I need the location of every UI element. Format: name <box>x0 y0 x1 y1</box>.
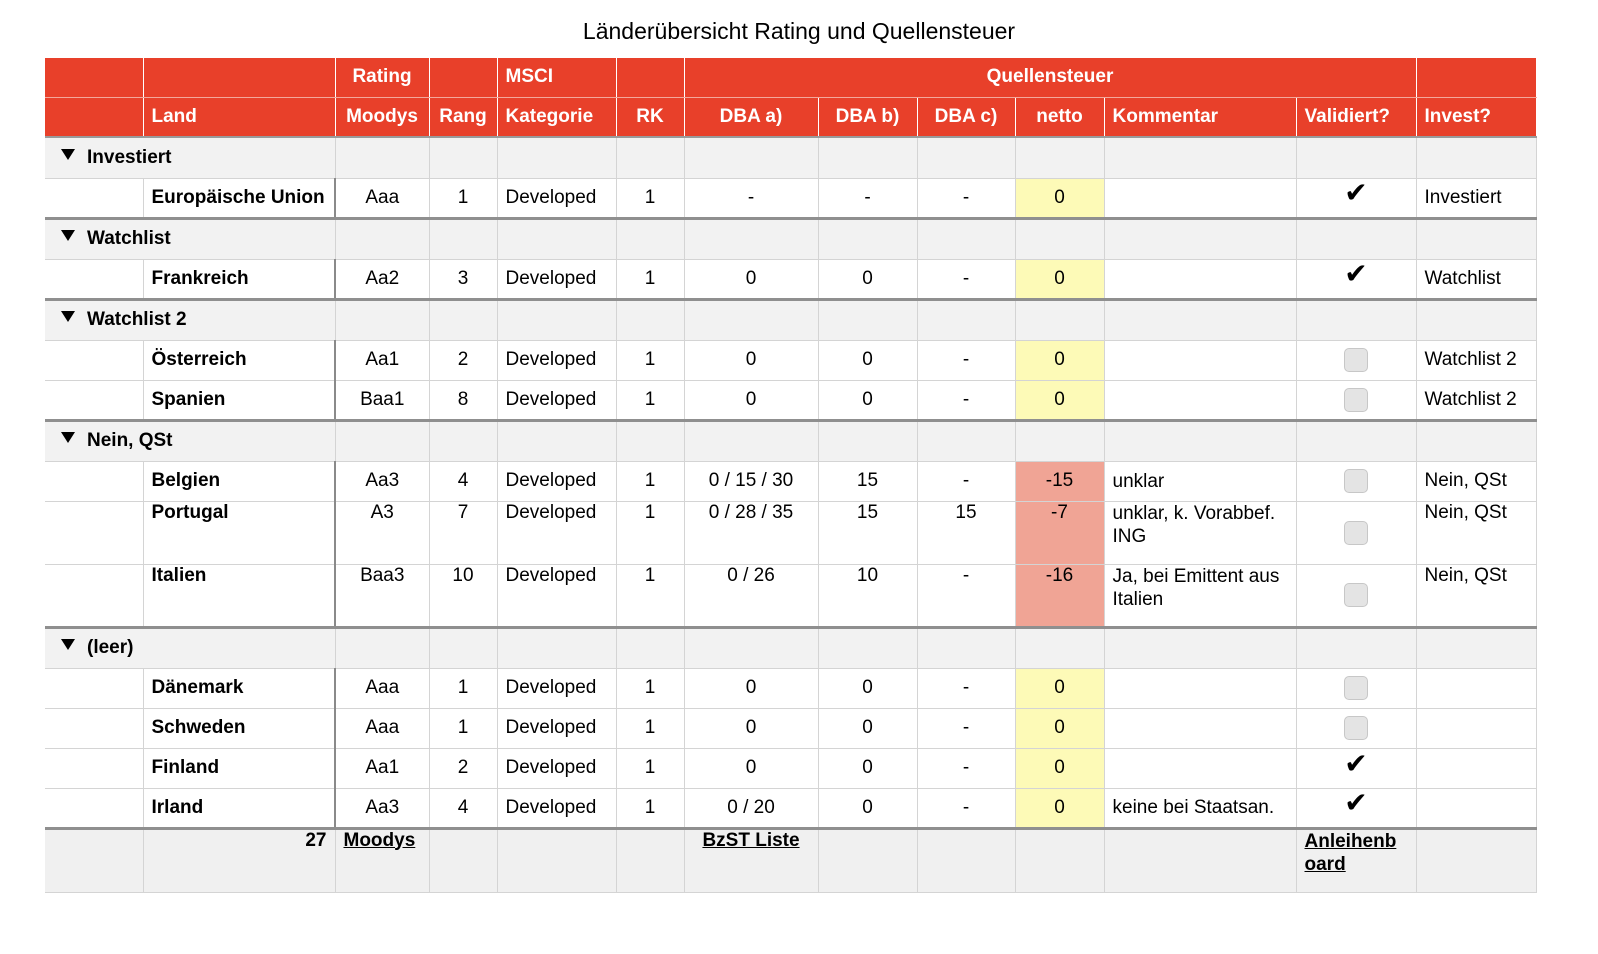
cell-kategorie[interactable]: Developed <box>497 380 616 420</box>
moodys-link[interactable]: Moodys <box>343 829 416 851</box>
cell-land[interactable]: Italien <box>143 564 335 627</box>
group-cell <box>684 627 818 668</box>
cell-rk[interactable]: 1 <box>616 501 684 564</box>
table-row <box>45 788 1536 828</box>
cell-moodys[interactable]: Aaa <box>335 668 429 708</box>
cell-moodys[interactable]: Aa3 <box>335 788 429 828</box>
header-dba-c: DBA c) <box>917 97 1015 137</box>
header-netto: netto <box>1015 97 1104 137</box>
cell-dba-a[interactable]: 0 <box>684 748 818 788</box>
group-cell <box>429 218 497 259</box>
cell-validiert <box>1296 708 1416 748</box>
group-cell <box>429 137 497 178</box>
empty-cell <box>45 748 143 788</box>
table-row <box>45 708 1536 748</box>
group-cell <box>616 627 684 668</box>
cell-validiert <box>1296 340 1416 380</box>
cell-netto[interactable]: 0 <box>1015 668 1104 708</box>
footer-cell <box>1015 828 1104 892</box>
table-row <box>45 564 1536 627</box>
cell-netto[interactable]: -7 <box>1015 501 1104 564</box>
cell-dba-a[interactable]: - <box>684 178 818 218</box>
footer-row <box>45 828 1536 892</box>
cell-validiert <box>1296 501 1416 564</box>
group-cell <box>818 420 917 461</box>
cell-moodys[interactable]: Baa1 <box>335 380 429 420</box>
cell-validiert <box>1296 178 1416 218</box>
cell-netto[interactable]: 0 <box>1015 259 1104 299</box>
cell-rk[interactable]: 1 <box>616 340 684 380</box>
group-cell <box>1015 299 1104 340</box>
empty-cell <box>45 178 143 218</box>
footer-cell <box>497 828 616 892</box>
cell-moodys[interactable]: Aaa <box>335 708 429 748</box>
cell-moodys[interactable]: Baa3 <box>335 564 429 627</box>
cell-dba-c[interactable]: - <box>917 178 1015 218</box>
disclosure-triangle-icon[interactable] <box>61 230 75 241</box>
cell-land[interactable]: Irland <box>143 788 335 828</box>
bzst-liste-link[interactable]: BzST Liste <box>702 829 800 851</box>
group-label: Watchlist 2 <box>87 309 187 330</box>
cell-dba-b[interactable]: - <box>818 178 917 218</box>
cell-invest[interactable]: Watchlist 2 <box>1416 380 1536 420</box>
cell-dba-c[interactable]: - <box>917 748 1015 788</box>
cell-invest[interactable] <box>1416 668 1536 708</box>
cell-validiert <box>1296 668 1416 708</box>
cell-netto[interactable]: 0 <box>1015 788 1104 828</box>
group-cell <box>684 299 818 340</box>
footer-cell <box>45 828 143 892</box>
group-cell <box>335 218 429 259</box>
disclosure-triangle-icon[interactable] <box>61 311 75 322</box>
cell-invest[interactable] <box>1416 788 1536 828</box>
cell-rang[interactable]: 3 <box>429 259 497 299</box>
cell-dba-a[interactable]: 0 / 20 <box>684 788 818 828</box>
cell-dba-b[interactable]: 0 <box>818 380 917 420</box>
group-cell <box>818 627 917 668</box>
cell-invest[interactable]: Investiert <box>1416 178 1536 218</box>
cell-moodys[interactable]: Aaa <box>335 178 429 218</box>
validiert-checkbox[interactable] <box>1344 676 1368 700</box>
cell-kommentar[interactable] <box>1104 668 1296 708</box>
group-cell <box>1416 137 1536 178</box>
country-table <box>45 58 1537 893</box>
validiert-checkbox[interactable] <box>1344 716 1368 740</box>
cell-kategorie[interactable]: Developed <box>497 708 616 748</box>
footer-cell <box>818 828 917 892</box>
header-quellensteuer: Quellensteuer <box>684 58 1416 97</box>
header-cell <box>1416 58 1536 97</box>
cell-dba-a[interactable]: 0 <box>684 259 818 299</box>
cell-rk[interactable]: 1 <box>616 564 684 627</box>
cell-moodys[interactable]: Aa3 <box>335 461 429 501</box>
cell-rk[interactable]: 1 <box>616 259 684 299</box>
header-row-1 <box>45 58 1536 97</box>
header-kommentar: Kommentar <box>1104 97 1296 137</box>
cell-rk[interactable]: 1 <box>616 461 684 501</box>
group-cell <box>1104 627 1296 668</box>
group-cell <box>335 627 429 668</box>
header-rating: Rating <box>335 58 429 97</box>
group-row <box>45 218 1536 259</box>
validiert-checkbox[interactable] <box>1344 469 1368 493</box>
cell-rang[interactable]: 2 <box>429 340 497 380</box>
group-cell <box>818 299 917 340</box>
cell-dba-b[interactable]: 0 <box>818 788 917 828</box>
checkmark-icon[interactable]: ✔ <box>1344 748 1368 779</box>
cell-dba-a[interactable]: 0 <box>684 380 818 420</box>
cell-netto[interactable]: 0 <box>1015 178 1104 218</box>
table-row <box>45 340 1536 380</box>
cell-dba-a[interactable]: 0 <box>684 708 818 748</box>
cell-dba-b[interactable]: 15 <box>818 461 917 501</box>
group-cell <box>335 420 429 461</box>
group-cell <box>1296 299 1416 340</box>
group-cell <box>497 299 616 340</box>
cell-rang[interactable]: 1 <box>429 708 497 748</box>
group-header[interactable] <box>45 299 335 340</box>
cell-dba-c[interactable]: - <box>917 259 1015 299</box>
cell-kommentar[interactable] <box>1104 178 1296 218</box>
cell-validiert <box>1296 461 1416 501</box>
footer-cell <box>1296 828 1416 892</box>
group-cell <box>497 420 616 461</box>
cell-land[interactable]: Dänemark <box>143 668 335 708</box>
footer-count[interactable]: 27 <box>143 828 335 892</box>
group-cell <box>818 137 917 178</box>
table-row <box>45 748 1536 788</box>
group-cell <box>616 137 684 178</box>
group-row <box>45 627 1536 668</box>
cell-rang[interactable]: 4 <box>429 788 497 828</box>
header-cell <box>45 97 143 137</box>
cell-netto[interactable]: -16 <box>1015 564 1104 627</box>
checkmark-icon[interactable]: ✔ <box>1344 788 1368 819</box>
cell-land[interactable]: Portugal <box>143 501 335 564</box>
empty-cell <box>45 788 143 828</box>
header-cell <box>45 58 143 97</box>
cell-kommentar[interactable] <box>1104 708 1296 748</box>
group-header[interactable] <box>45 420 335 461</box>
cell-dba-c[interactable]: - <box>917 668 1015 708</box>
group-cell <box>1296 420 1416 461</box>
table-row <box>45 501 1536 564</box>
group-row <box>45 299 1536 340</box>
cell-land[interactable]: Belgien <box>143 461 335 501</box>
cell-moodys[interactable]: Aa1 <box>335 748 429 788</box>
table-row <box>45 178 1536 218</box>
group-cell <box>1104 137 1296 178</box>
disclosure-triangle-icon[interactable] <box>61 432 75 443</box>
cell-rang[interactable]: 1 <box>429 178 497 218</box>
cell-kategorie[interactable]: Developed <box>497 748 616 788</box>
header-kategorie: Kategorie <box>497 97 616 137</box>
cell-dba-b[interactable]: 15 <box>818 501 917 564</box>
group-cell <box>1015 218 1104 259</box>
group-cell <box>497 218 616 259</box>
footer-cell <box>684 828 818 892</box>
cell-rang[interactable]: 8 <box>429 380 497 420</box>
group-cell <box>818 218 917 259</box>
header-cell <box>616 58 684 97</box>
cell-dba-a[interactable]: 0 <box>684 668 818 708</box>
cell-netto[interactable]: 0 <box>1015 340 1104 380</box>
cell-rang[interactable]: 2 <box>429 748 497 788</box>
cell-kategorie[interactable]: Developed <box>497 668 616 708</box>
group-cell <box>917 299 1015 340</box>
cell-rk[interactable]: 1 <box>616 668 684 708</box>
group-cell <box>1015 627 1104 668</box>
cell-validiert <box>1296 380 1416 420</box>
header-msci: MSCI <box>497 58 616 97</box>
validiert-checkbox[interactable] <box>1344 388 1368 412</box>
cell-kommentar[interactable] <box>1104 259 1296 299</box>
cell-invest[interactable]: Nein, QSt <box>1416 564 1536 627</box>
group-label: Investiert <box>87 146 172 168</box>
cell-kommentar[interactable] <box>1104 380 1296 420</box>
group-cell <box>335 299 429 340</box>
cell-kommentar[interactable] <box>1104 748 1296 788</box>
group-label: Nein, QSt <box>87 430 173 451</box>
cell-validiert <box>1296 564 1416 627</box>
cell-rk[interactable]: 1 <box>616 380 684 420</box>
cell-dba-b[interactable]: 10 <box>818 564 917 627</box>
cell-rk[interactable]: 1 <box>616 748 684 788</box>
group-row <box>45 420 1536 461</box>
cell-invest[interactable]: Nein, QSt <box>1416 461 1536 501</box>
cell-land[interactable]: Finland <box>143 748 335 788</box>
header-row-2 <box>45 97 1536 137</box>
cell-invest[interactable]: Watchlist 2 <box>1416 340 1536 380</box>
table-row <box>45 380 1536 420</box>
checkmark-icon[interactable]: ✔ <box>1344 259 1368 290</box>
empty-cell <box>45 708 143 748</box>
cell-invest[interactable] <box>1416 748 1536 788</box>
cell-kommentar[interactable]: keine bei Staatsan. <box>1104 788 1296 828</box>
group-cell <box>616 299 684 340</box>
checkmark-icon[interactable]: ✔ <box>1344 178 1368 209</box>
cell-dba-a[interactable]: 0 <box>684 340 818 380</box>
empty-cell <box>45 380 143 420</box>
header-rk: RK <box>616 97 684 137</box>
cell-kategorie[interactable]: Developed <box>497 461 616 501</box>
cell-kommentar[interactable] <box>1104 340 1296 380</box>
empty-cell <box>45 340 143 380</box>
empty-cell <box>45 564 143 627</box>
anleihenboard-link[interactable]: Anleihenb oard <box>1304 830 1397 875</box>
cell-dba-a[interactable]: 0 / 15 / 30 <box>684 461 818 501</box>
cell-validiert <box>1296 788 1416 828</box>
group-cell <box>1296 627 1416 668</box>
cell-moodys[interactable]: A3 <box>335 501 429 564</box>
group-cell <box>1104 420 1296 461</box>
header-moodys: Moodys <box>335 97 429 137</box>
group-cell <box>917 420 1015 461</box>
empty-cell <box>45 501 143 564</box>
group-cell <box>497 627 616 668</box>
cell-rang[interactable]: 1 <box>429 668 497 708</box>
group-cell <box>1015 420 1104 461</box>
cell-kategorie[interactable]: Developed <box>497 340 616 380</box>
group-cell <box>497 137 616 178</box>
cell-rk[interactable]: 1 <box>616 788 684 828</box>
cell-rang[interactable]: 4 <box>429 461 497 501</box>
footer-cell <box>917 828 1015 892</box>
group-cell <box>917 137 1015 178</box>
cell-rang[interactable]: 7 <box>429 501 497 564</box>
disclosure-triangle-icon[interactable] <box>61 639 75 650</box>
group-cell <box>1416 627 1536 668</box>
table-row <box>45 259 1536 299</box>
group-cell <box>1416 218 1536 259</box>
cell-dba-b[interactable]: 0 <box>818 668 917 708</box>
group-header[interactable] <box>45 627 335 668</box>
cell-kategorie[interactable]: Developed <box>497 178 616 218</box>
cell-dba-b[interactable]: 0 <box>818 259 917 299</box>
cell-netto[interactable]: -15 <box>1015 461 1104 501</box>
cell-dba-c[interactable]: - <box>917 340 1015 380</box>
cell-invest[interactable]: Watchlist <box>1416 259 1536 299</box>
footer-cell <box>1104 828 1296 892</box>
footer-cell <box>429 828 497 892</box>
header-dba-b: DBA b) <box>818 97 917 137</box>
footer-cell <box>1416 828 1536 892</box>
cell-netto[interactable]: 0 <box>1015 748 1104 788</box>
group-cell <box>917 218 1015 259</box>
cell-kommentar[interactable]: unklar <box>1104 461 1296 501</box>
cell-dba-c[interactable]: - <box>917 788 1015 828</box>
cell-dba-c[interactable]: - <box>917 564 1015 627</box>
cell-dba-b[interactable]: 0 <box>818 748 917 788</box>
group-label: (leer) <box>87 637 134 658</box>
empty-cell <box>45 461 143 501</box>
cell-validiert <box>1296 259 1416 299</box>
group-cell <box>1104 218 1296 259</box>
cell-validiert <box>1296 748 1416 788</box>
validiert-checkbox[interactable] <box>1344 521 1368 545</box>
cell-netto[interactable]: 0 <box>1015 708 1104 748</box>
cell-dba-c[interactable]: 15 <box>917 501 1015 564</box>
group-label: Watchlist <box>87 228 171 249</box>
header-invest: Invest? <box>1416 97 1536 137</box>
cell-kommentar[interactable]: Ja, bei Emittent aus Italien <box>1104 564 1296 627</box>
cell-rang[interactable]: 10 <box>429 564 497 627</box>
group-cell <box>917 627 1015 668</box>
group-cell <box>335 137 429 178</box>
disclosure-triangle-icon[interactable] <box>61 149 75 160</box>
cell-netto[interactable]: 0 <box>1015 380 1104 420</box>
header-cell <box>143 58 335 97</box>
cell-land[interactable]: Europäische Union <box>143 178 335 218</box>
group-cell <box>429 299 497 340</box>
cell-kategorie[interactable]: Developed <box>497 501 616 564</box>
cell-land[interactable]: Schweden <box>143 708 335 748</box>
cell-invest[interactable]: Nein, QSt <box>1416 501 1536 564</box>
cell-land[interactable]: Spanien <box>143 380 335 420</box>
table-row <box>45 461 1536 501</box>
cell-rk[interactable]: 1 <box>616 708 684 748</box>
cell-kommentar[interactable]: unklar, k. Vorabbef. ING <box>1104 501 1296 564</box>
footer-cell <box>616 828 684 892</box>
cell-dba-c[interactable]: - <box>917 708 1015 748</box>
header-rang: Rang <box>429 97 497 137</box>
cell-rk[interactable]: 1 <box>616 178 684 218</box>
group-cell <box>1015 137 1104 178</box>
cell-land[interactable]: Frankreich <box>143 259 335 299</box>
cell-kategorie[interactable]: Developed <box>497 259 616 299</box>
validiert-checkbox[interactable] <box>1344 348 1368 372</box>
table-row <box>45 668 1536 708</box>
cell-kategorie[interactable]: Developed <box>497 788 616 828</box>
group-cell <box>1296 137 1416 178</box>
header-land: Land <box>143 97 335 137</box>
group-cell <box>429 420 497 461</box>
group-cell <box>1416 420 1536 461</box>
cell-moodys[interactable]: Aa2 <box>335 259 429 299</box>
group-cell <box>429 627 497 668</box>
group-row <box>45 137 1536 178</box>
group-cell <box>1296 218 1416 259</box>
cell-dba-a[interactable]: 0 / 28 / 35 <box>684 501 818 564</box>
cell-kategorie[interactable]: Developed <box>497 564 616 627</box>
cell-dba-b[interactable]: 0 <box>818 340 917 380</box>
group-header[interactable] <box>45 137 335 178</box>
group-cell <box>1104 299 1296 340</box>
footer-cell <box>335 828 429 892</box>
empty-cell <box>45 259 143 299</box>
cell-dba-c[interactable]: - <box>917 461 1015 501</box>
cell-moodys[interactable]: Aa1 <box>335 340 429 380</box>
empty-cell <box>45 668 143 708</box>
cell-dba-c[interactable]: - <box>917 380 1015 420</box>
header-dba-a: DBA a) <box>684 97 818 137</box>
group-header[interactable] <box>45 218 335 259</box>
cell-land[interactable]: Österreich <box>143 340 335 380</box>
group-cell <box>1416 299 1536 340</box>
cell-dba-b[interactable]: 0 <box>818 708 917 748</box>
group-cell <box>684 420 818 461</box>
cell-invest[interactable] <box>1416 708 1536 748</box>
group-cell <box>684 137 818 178</box>
group-cell <box>684 218 818 259</box>
sheet-title: Länderübersicht Rating und Quellensteuer <box>582 18 1016 44</box>
validiert-checkbox[interactable] <box>1344 583 1368 607</box>
group-cell <box>616 218 684 259</box>
group-cell <box>616 420 684 461</box>
header-validiert: Validiert? <box>1296 97 1416 137</box>
cell-dba-a[interactable]: 0 / 26 <box>684 564 818 627</box>
header-cell <box>429 58 497 97</box>
